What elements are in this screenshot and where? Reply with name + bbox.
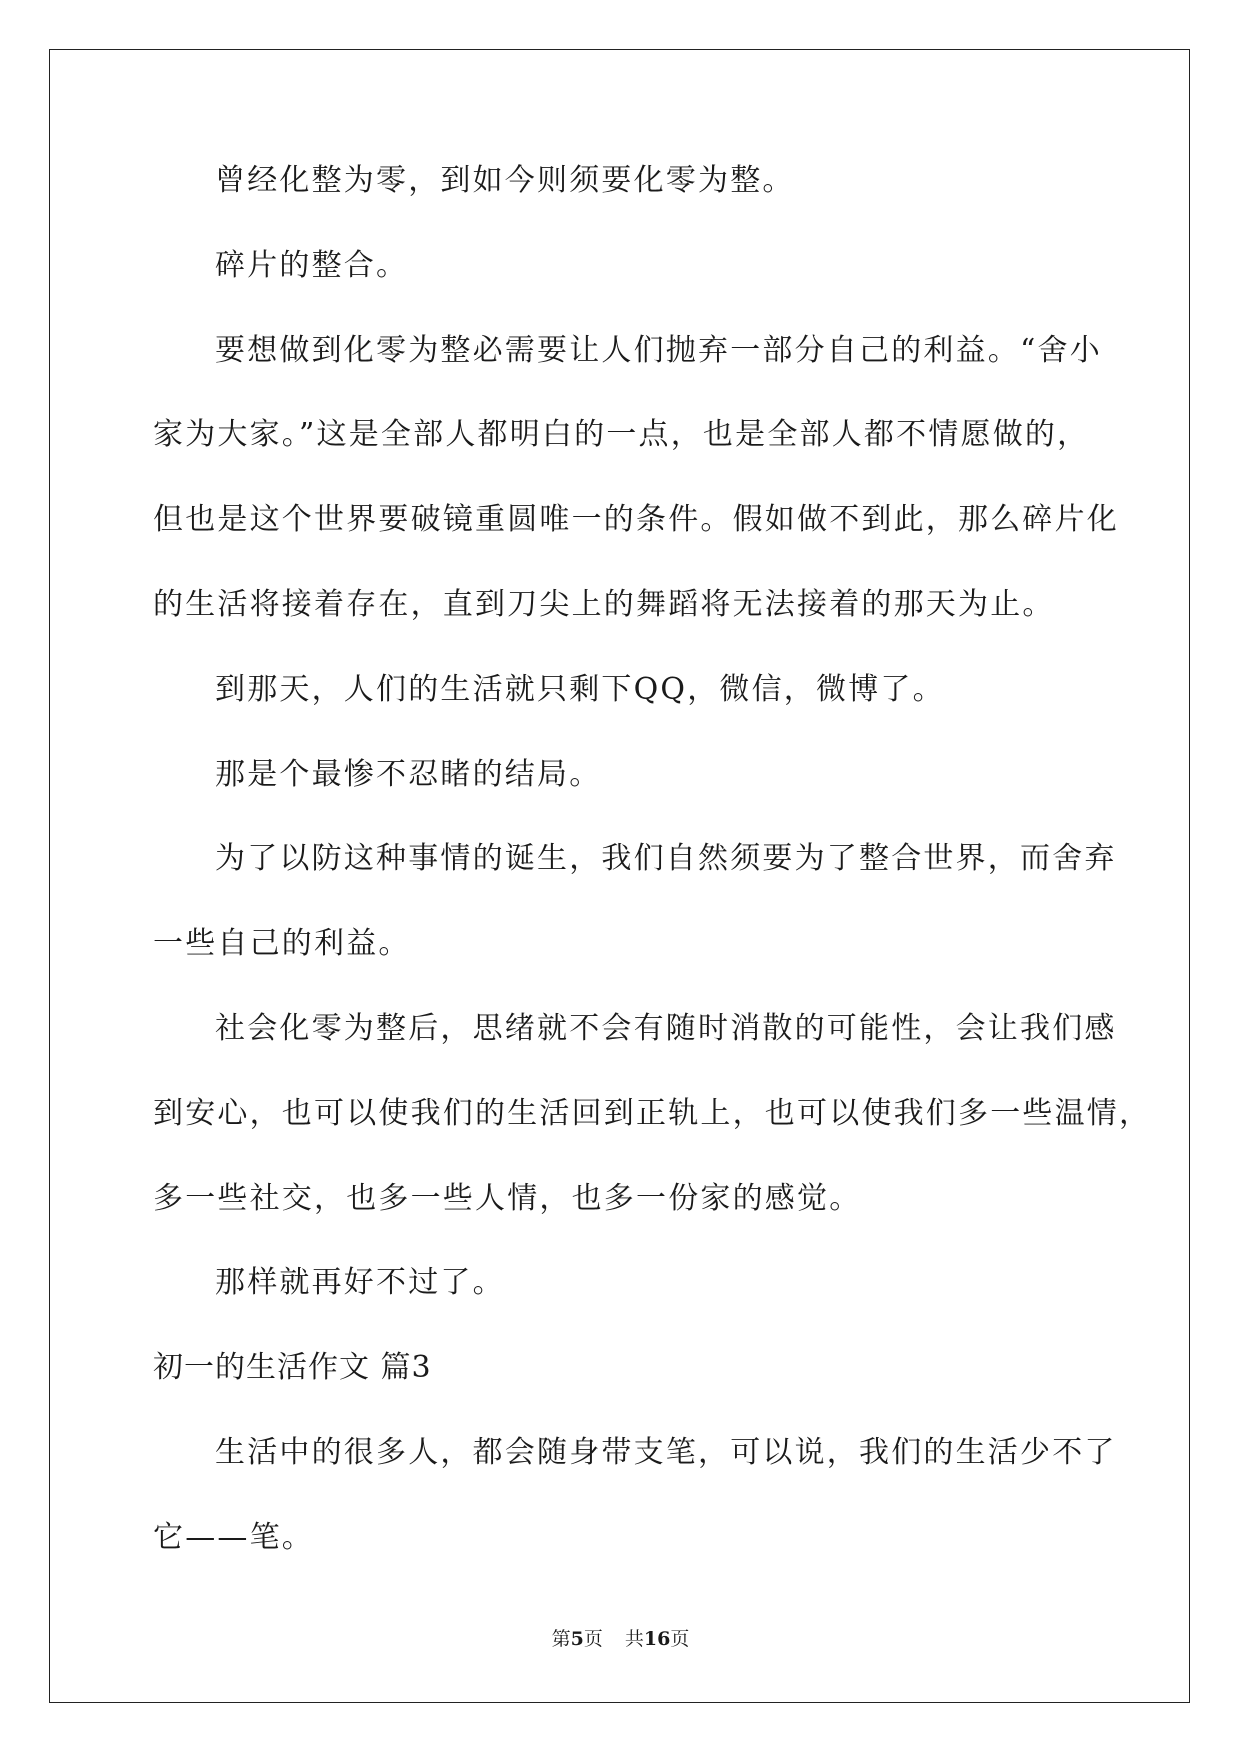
total-suffix: 页: [670, 1628, 690, 1650]
paragraph-line: 它——笔。: [153, 1519, 314, 1555]
paragraph-line: 到安心，也可以使我们的生活回到正轨上，也可以使我们多一些温情，: [153, 1095, 1152, 1131]
page-footer: [0, 1627, 1241, 1651]
paragraph-line: 的生活将接着存在，直到刀尖上的舞蹈将无法接着的那天为止。: [153, 586, 1055, 622]
paragraph-line: 一些自己的利益。: [153, 926, 411, 962]
paragraph-line: 那样就再好不过了。: [215, 1265, 505, 1301]
paragraph-line: 曾经化整为零，到如今则须要化零为整。: [215, 163, 795, 198]
paragraph-line: 要想做到化零为整必需要让人们抛弃一部分自己的利益。“舍小: [215, 332, 1102, 368]
total-pages: 16: [643, 1628, 671, 1650]
paragraph-line: 生活中的很多人，都会随身带支笔，可以说，我们的生活少不了: [215, 1434, 1117, 1470]
paragraph-line: 但也是这个世界要破镜重圆唯一的条件。假如做不到此，那么碎片化: [153, 502, 1119, 538]
page-suffix: 页: [583, 1628, 603, 1650]
paragraph-line: 社会化零为整后，思绪就不会有随时消散的可能性，会让我们感: [215, 1010, 1117, 1046]
total-prefix: 共: [624, 1628, 644, 1650]
paragraph-line: 多一些社交，也多一些人情，也多一份家的感觉。: [153, 1180, 862, 1216]
page-prefix: 第: [551, 1628, 571, 1650]
document-body: [153, 163, 1152, 1605]
paragraph-line: 那是个最惨不忍睹的结局。: [215, 756, 602, 792]
paragraph-line: 到那天，人们的生活就只剩下QQ，微信，微博了。: [215, 671, 945, 707]
paragraph-line: 碎片的整合。: [215, 247, 409, 283]
paragraph-line: 家为大家。”这是全部人都明白的一点，也是全部人都不情愿做的，: [153, 417, 1090, 453]
paragraph-line: 为了以防这种事情的诞生，我们自然须要为了整合世界，而舍弃: [215, 841, 1117, 877]
page-number: 5: [570, 1628, 584, 1650]
section-heading: 初一的生活作文 篇3: [153, 1350, 432, 1386]
